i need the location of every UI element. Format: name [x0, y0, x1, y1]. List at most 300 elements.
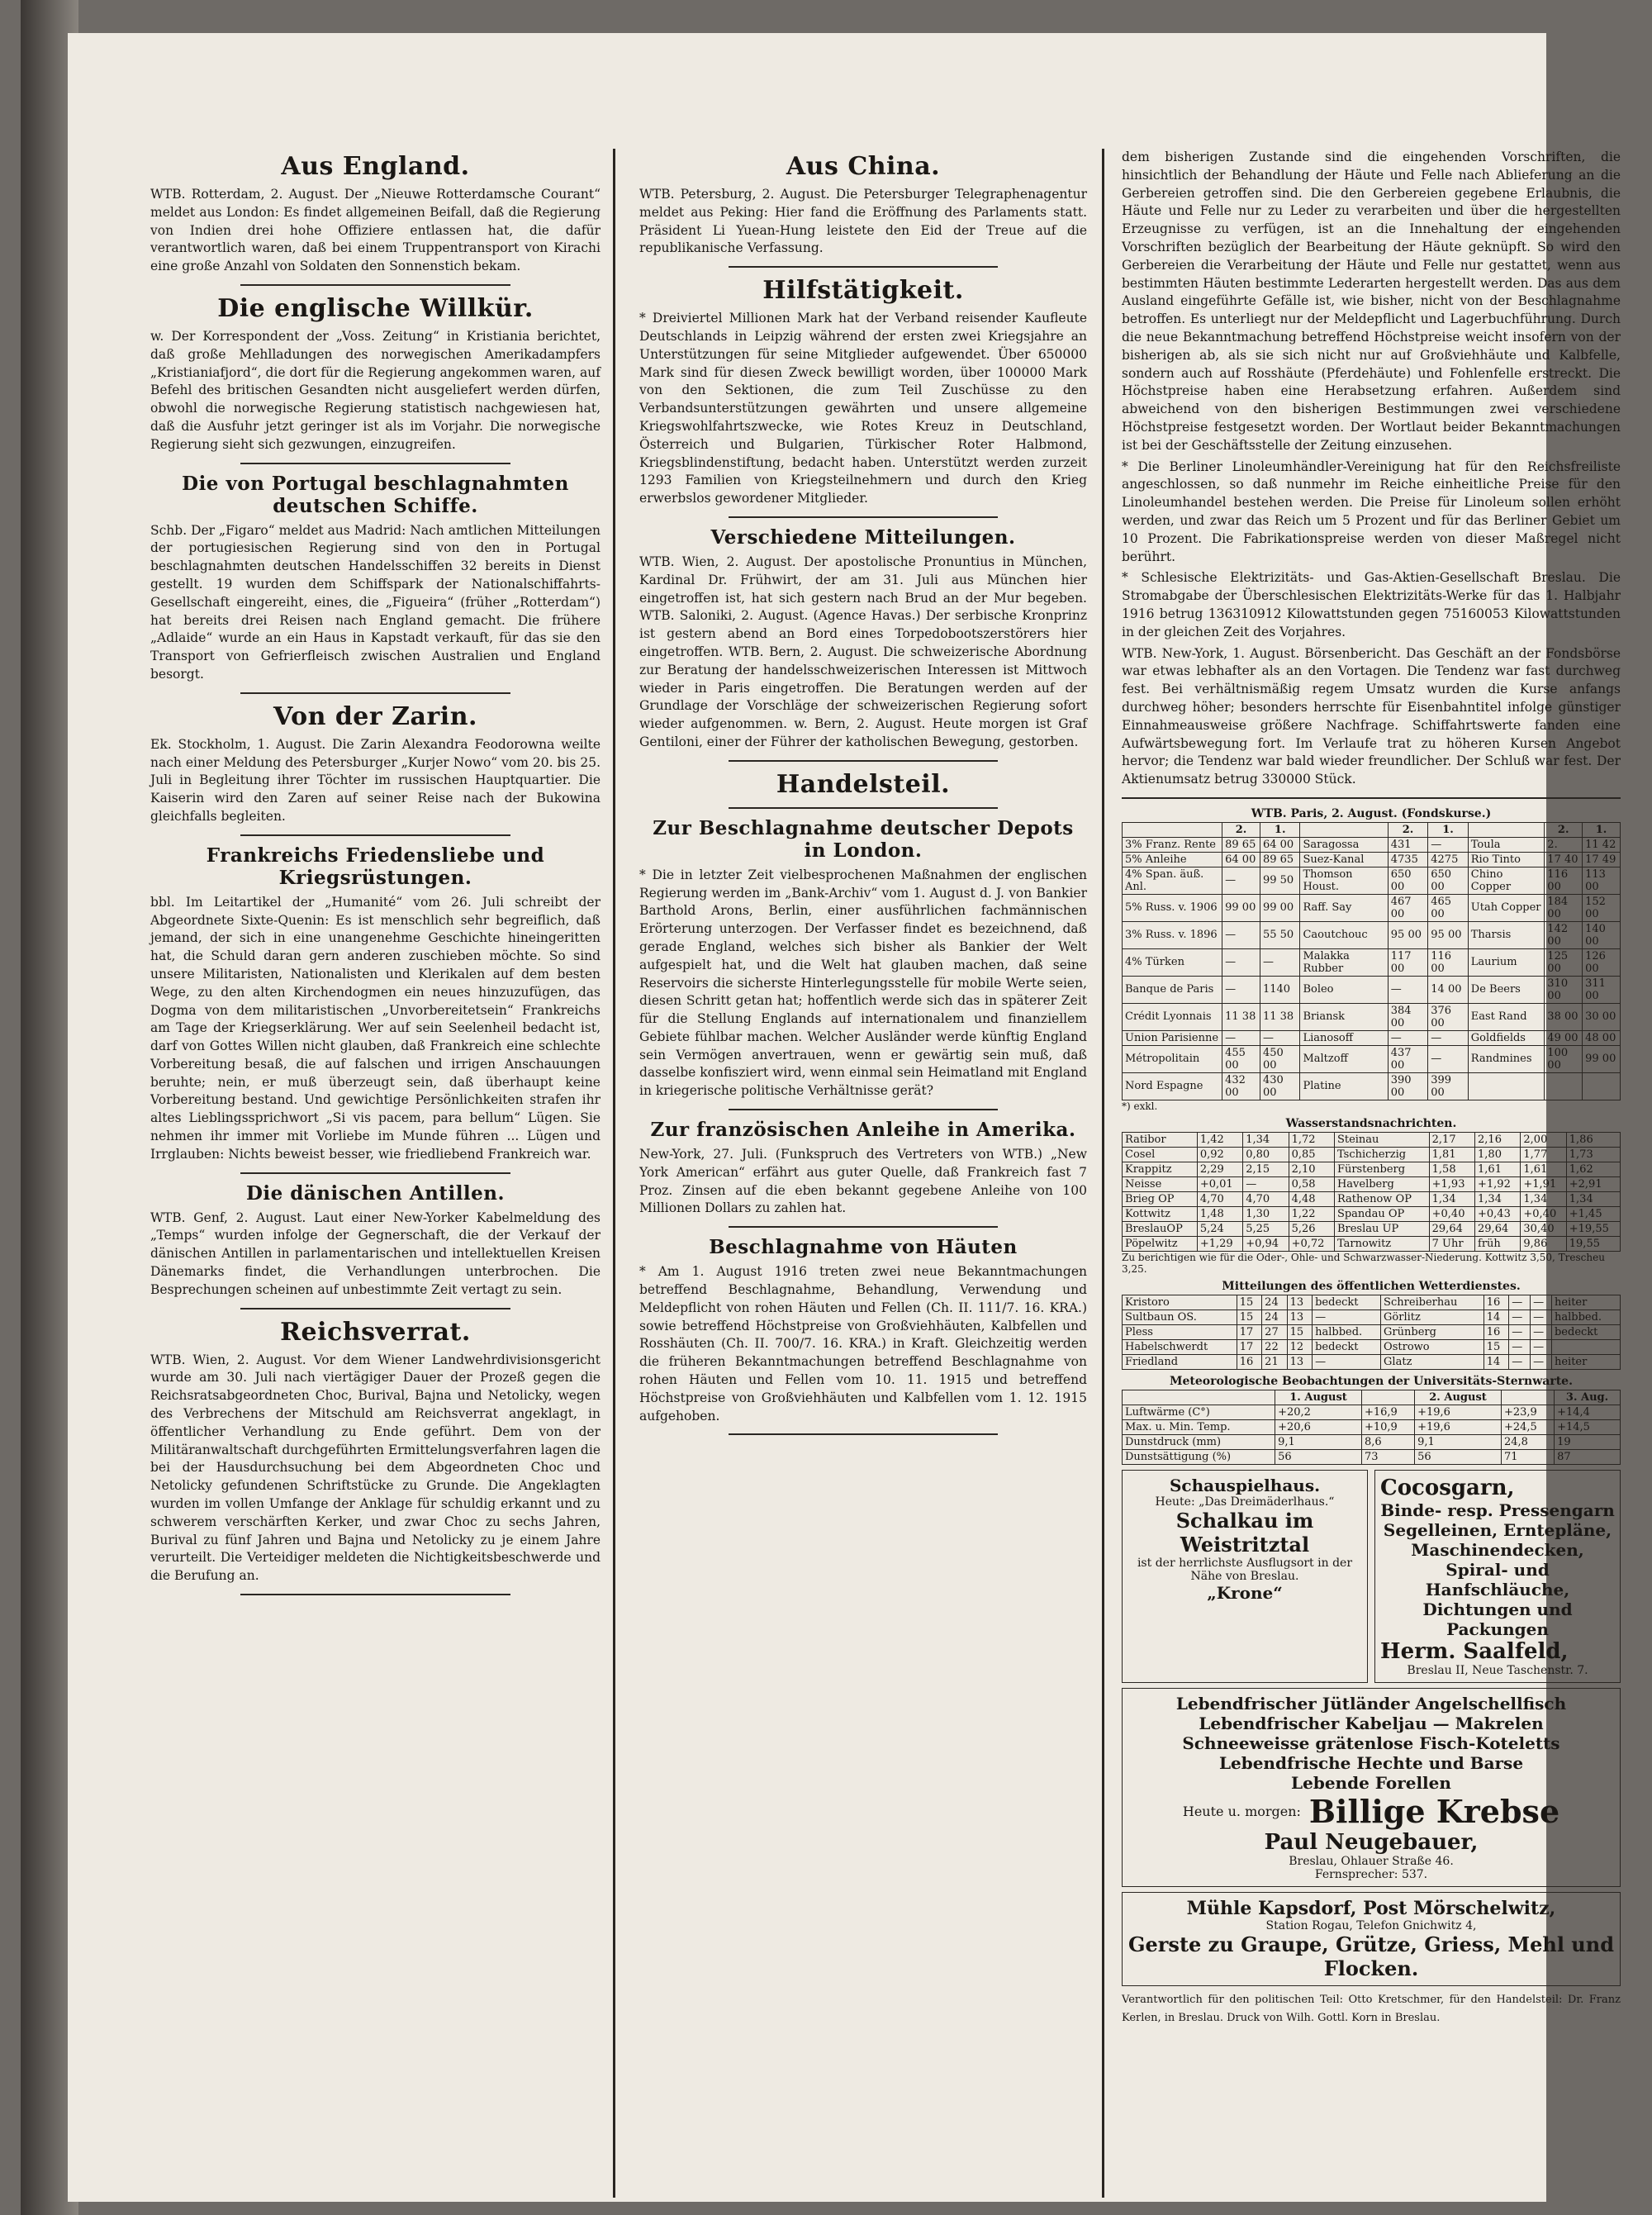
table-cell: 0,92 [1197, 1147, 1242, 1162]
table-header-cell [1361, 1390, 1414, 1405]
section-title: Die dänischen Antillen. [245, 1181, 506, 1205]
table-cell: 1,61 [1521, 1162, 1566, 1176]
table-cell: 73 [1361, 1449, 1414, 1464]
table-cell: 7 Uhr [1429, 1236, 1474, 1251]
imprint: Verantwortlich für den politischen Teil: Otto Kretschmer, für den Handelsteil: Dr. Franz Kerlen, in Breslau. Druck von Wilh. Gottl. Korn in Breslau. [1122, 1993, 1621, 2024]
table-header-cell [1501, 1390, 1554, 1405]
ad-krebse-row [1127, 1793, 1615, 1830]
ad-schalkau-sub: ist der herrlichste Ausflugsort in der Nähe von Breslau. [1137, 1556, 1353, 1583]
table-cell: — [1260, 948, 1300, 976]
notice: WTB. New-York, 1. August. Börsenbericht. Das Geschäft an der Fondsbörse war etwas lebhafter als an den Vortagen. Die Tendenz war fast durchweg fest. Bei verhältnismäßig regem Umsatz wurden die Kurse anfangs durchweg höher; besonders herrschte für Eisenbahntitel infolge günstiger Einnahmeausweise größere Nachfrage. Schiffahrtswerte fanden eine Aufwärtsbewegung fort. Im Verlaufe trat zu höheren Kursen Angebot hervor; die Tendenz war bald wieder freundlicher. Der Schluß war fest. Der Aktienumsatz betrug 330000 Stück. [1122, 645, 1621, 787]
table-cell: +14,4 [1555, 1405, 1621, 1419]
table-cell: 116 00 [1428, 948, 1469, 976]
table-cell: Ratibor [1123, 1132, 1198, 1147]
table-row [1123, 1003, 1621, 1030]
table-cell: 89 65 [1222, 837, 1260, 852]
table-cell: 24 [1262, 1295, 1287, 1310]
table-cell: Goldfields [1468, 1030, 1545, 1045]
table-cell: 2,00 [1521, 1132, 1566, 1147]
table-cell: — [1531, 1354, 1552, 1369]
table-cell: 56 [1415, 1449, 1502, 1464]
table-cell: Brieg OP [1123, 1191, 1198, 1206]
table-cell: Métropolitain [1123, 1045, 1222, 1072]
table-cell: Tharsis [1468, 921, 1545, 948]
table-cell: BreslauOP [1123, 1221, 1198, 1236]
table-cell: 11 38 [1260, 1003, 1300, 1030]
table-cell: 17 40 [1545, 852, 1583, 867]
table-cell: 30,40 [1521, 1221, 1566, 1236]
table-cell: Utah Copper [1468, 894, 1545, 921]
table-cell: halbbed. [1313, 1324, 1381, 1339]
table-cell: — [1531, 1324, 1552, 1339]
table-row [1123, 1132, 1621, 1147]
table-cell: — [1313, 1310, 1381, 1324]
section-text: Ek. Stockholm, 1. August. Die Zarin Alexandra Feodorowna weilte nach einer Meldung des Petersburger „Kurjer Nowo“ vom 20. bis 25. Juli in Begleitung ihrer Töchter im russischen Hauptquartier. Die Kaiserin wird den Zaren auf seiner Reise nach der Bukowina gleichfalls begleiten. [150, 736, 601, 824]
table-cell: 30 00 [1583, 1003, 1621, 1030]
table-cell: 5% Anleihe [1123, 852, 1222, 867]
separator [240, 692, 510, 694]
table-cell: Rio Tinto [1468, 852, 1545, 867]
paris-footnote: *) exkl. [1122, 1100, 1158, 1112]
table-cell: 24,8 [1501, 1434, 1554, 1449]
table-cell: 15 [1237, 1295, 1261, 1310]
table-row [1123, 1236, 1621, 1251]
table-row [1123, 1162, 1621, 1176]
table-cell: 64 00 [1222, 852, 1260, 867]
table-cell: 0,80 [1243, 1147, 1289, 1162]
table-cell: 11 38 [1222, 1003, 1260, 1030]
ad-saalfeld-addr: Breslau II, Neue Taschenstr. 7. [1407, 1663, 1588, 1677]
paris-title: WTB. Paris, 2. August. (Fondskurse.) [1251, 806, 1492, 820]
table-cell: 116 00 [1545, 867, 1583, 894]
table-cell: — [1428, 837, 1469, 852]
table-cell: Tschicherzig [1334, 1147, 1429, 1162]
table-cell: Glatz [1381, 1354, 1484, 1369]
table-cell: 4,48 [1289, 1191, 1334, 1206]
table-cell: 1,34 [1566, 1191, 1620, 1206]
table-cell: 5% Russ. v. 1906 [1123, 894, 1222, 921]
ad-right [1374, 1470, 1621, 1683]
table-cell: — [1243, 1176, 1289, 1191]
separator [729, 266, 997, 268]
table-cell: 22 [1262, 1339, 1287, 1354]
section-text: Schb. Der „Figaro“ meldet aus Madrid: Nach amtlichen Mitteilungen der portugiesischen Regierung sind von den in Portugal beschlagnahmten deutschen Handelsschiffen 32 bereits in Dienst gestellt. 19 wurden dem Schiffspark der Nationalschiffahrts-Gesellschaft eingereiht, eines, die „Figueira“ (früher „Rotterdam“) hat bereits drei Reisen nach England gemacht. Die frühere „Adlaide“ wurde an ein Haus in Kapstadt verkauft, für das sie den Transport von Gefrierfleisch zwischen Australien und England besorgt. [150, 522, 601, 682]
water-footnote: Zu berichtigen wie für die Oder-, Ohle- und Schwarzwasser-Niederung. Kottwitz 3,50, Trescheu 3,25. [1122, 1251, 1605, 1275]
ad-fish [1122, 1688, 1621, 1887]
table-cell: 38 00 [1545, 1003, 1583, 1030]
table-row [1123, 948, 1621, 976]
ad-muehle [1122, 1892, 1621, 1986]
table-cell: +19,55 [1566, 1221, 1620, 1236]
table-cell: 71 [1501, 1449, 1554, 1464]
table-row [1123, 1405, 1621, 1419]
table-cell: 1,34 [1243, 1132, 1289, 1147]
notice: * Die Berliner Linoleumhändler-Vereinigung hat für den Reichsfreiliste angeschlossen, so daß nunmehr im Reiche einheitliche Preise für den Linoleumhandel bestehen werden. Die Preise für Linoleum sollen erhöht werden, und zwar das Reich um 5 Prozent und für das Berliner Gebiet um 10 Prozent. Die Fabrikationspreise werden von dieser Maßregel nicht berührt. [1122, 459, 1621, 564]
table-row [1123, 1206, 1621, 1221]
separator [729, 1109, 997, 1110]
ad-fish-title: Lebendfrischer Jütländer Angelschellfisch [1175, 1693, 1567, 1714]
table-cell: 95 00 [1428, 921, 1469, 948]
ad-krebse: Billige Krebse [1308, 1792, 1560, 1830]
table-cell: 465 00 [1428, 894, 1469, 921]
ad-neugebauer: Paul Neugebauer, [1264, 1829, 1479, 1855]
water-title: Wasserstandsnachrichten. [1285, 1116, 1457, 1130]
column-1 [150, 149, 601, 1604]
table-cell: 152 00 [1583, 894, 1621, 921]
table-cell: 2,10 [1289, 1162, 1334, 1176]
table-header-cell: 2. [1388, 822, 1428, 837]
table-cell: Neisse [1123, 1176, 1198, 1191]
table-cell: — [1222, 948, 1260, 976]
separator [729, 807, 997, 809]
table-cell: 1,81 [1429, 1147, 1474, 1162]
table-cell: Fürstenberg [1334, 1162, 1429, 1176]
table-cell: +16,9 [1361, 1405, 1414, 1419]
table-cell: 3% Franz. Rente [1123, 837, 1222, 852]
table-cell: Banque de Paris [1123, 976, 1222, 1003]
table-cell: 1,72 [1289, 1132, 1334, 1147]
ad-theater: Schauspielhaus. [1169, 1475, 1321, 1495]
table-cell: 48 00 [1583, 1030, 1621, 1045]
table-cell: 125 00 [1545, 948, 1583, 976]
table-cell: +20,6 [1275, 1419, 1362, 1434]
weather-table [1122, 1295, 1621, 1370]
table-cell: — [1509, 1295, 1531, 1310]
table-header-cell [1123, 1390, 1275, 1405]
table-cell: 2,29 [1197, 1162, 1242, 1176]
table-cell: +0,40 [1521, 1206, 1566, 1221]
section-text: w. Der Korrespondent der „Voss. Zeitung“ in Kristiania berichtet, daß große Mehlladungen des norwegischen Amerikadampfers „Kristianiafjord“, die dort für die Regierung angekommen waren, auf Befehl des britischen Gesandten nicht ausgeliefert werden dürfen, obwohl die norwegische Regierung statistisch nachgewiesen hat, daß die Ausfuhr jetzt geringer ist als im Vorjahr. Die norwegische Regierung sieht sich gezwungen, einzugreifen. [150, 328, 601, 452]
table-cell: — [1509, 1310, 1531, 1324]
table-cell: 17 49 [1583, 852, 1621, 867]
table-cell: +19,6 [1415, 1405, 1502, 1419]
table-cell: — [1222, 867, 1260, 894]
table-cell: Saragossa [1300, 837, 1388, 852]
table-cell: 0,85 [1289, 1147, 1334, 1162]
table-cell: 1,48 [1197, 1206, 1242, 1221]
table-cell: 1,61 [1475, 1162, 1521, 1176]
table-cell: Toula [1468, 837, 1545, 852]
section-title: Verschiedene Mitteilungen. [710, 525, 1016, 549]
table-header-cell: 2. [1222, 822, 1260, 837]
table-cell: 142 00 [1545, 921, 1583, 948]
table-cell: 1,42 [1197, 1132, 1242, 1147]
table-cell: — [1509, 1324, 1531, 1339]
table-cell: 650 00 [1428, 867, 1469, 894]
table-cell: Steinau [1334, 1132, 1429, 1147]
table-cell: — [1222, 1030, 1260, 1045]
ad-gerste: Gerste zu Graupe, Grütze, Griess, Mehl und Flocken. [1128, 1932, 1614, 1980]
table-cell: +0,43 [1475, 1206, 1521, 1221]
table-cell: 455 00 [1222, 1045, 1260, 1072]
table-cell: 95 00 [1388, 921, 1428, 948]
ad-left [1122, 1470, 1368, 1683]
table-cell: 5,25 [1243, 1221, 1289, 1236]
section-text: WTB. Wien, 2. August. Vor dem Wiener Landwehrdivisionsgericht wurde am 30. Juli nach viertägiger Dauer der Prozeß gegen die Reichsratsabgeordneten Choc, Burival, Bajna und Netolicky, wegen des Verbrechens der Mitschuld am Reichsverrat angeklagt, in öffentlicher Verhandlung zu Ende geführt. Dem von der Militäranwaltschaft durchgeführten Ermittelungsverfahren lagen die bei der Hausdurchsuchung bei dem Abgeordneten Choc und Netolicky gefundenen Schriftstücke zu Grunde. Die Angeklagten wurden im vollen Umfange der Anklage für schuldig erkannt und zu schwerem verschärften Kerker, und zwar Choc zu sechs Jahren, Burival zu fünf Jahren und Bajna und Netolicky zu je einem Jahre verurteilt. Die Verteidiger meldeten die Nichtigkeitsbeschwerde und die Berufung an. [150, 1352, 601, 1584]
table-cell: Cosel [1123, 1147, 1198, 1162]
paris-table [1122, 822, 1621, 1100]
table-cell: Chino Copper [1468, 867, 1545, 894]
separator [729, 760, 997, 762]
ad-hechte: Lebendfrische Hechte und Barse [1218, 1752, 1524, 1773]
table-cell: Malakka Rubber [1300, 948, 1388, 976]
table-cell: 1,80 [1475, 1147, 1521, 1162]
table-cell: 1,34 [1429, 1191, 1474, 1206]
table-cell: +1,93 [1429, 1176, 1474, 1191]
ad-schalkau: Schalkau im Weistritztal [1175, 1508, 1314, 1557]
table-cell: +10,9 [1361, 1419, 1414, 1434]
table-cell: 19 [1555, 1434, 1621, 1449]
table-cell: 9,1 [1275, 1434, 1362, 1449]
weather-title: Mitteilungen des öffentlichen Wetterdienstes. [1222, 1279, 1521, 1293]
separator [240, 463, 510, 464]
section-text: WTB. Wien, 2. August. Der apostolische Pronuntius in München, Kardinal Dr. Frühwirt, der am 31. Juli aus München hier eingetroffen ist, hat sich gestern nach Brud an der Mur begeben. WTB. Saloniki, 2. August. (Agence Havas.) Der serbische Kronprinz ist gestern abend an Bord eines Torpedobootszerstörers hier eingetroffen. WTB. Bern, 2. August. Die schweizerische Abordnung zur Beratung der handelsschweizerischen Interessen ist Mittwoch wieder in Paris eingetroffen. Die Beratungen werden auf der Grundlage der Vorschläge der schweizerischen Regierung sofort wieder aufgenommen. w. Bern, 2. August. Heute morgen ist Graf Gentiloni, einer der Führer der katholischen Bewegung, gestorben. [639, 554, 1087, 749]
table-cell: 1140 [1260, 976, 1300, 1003]
table-header-cell: 1. August [1275, 1390, 1362, 1405]
table-cell: 430 00 [1260, 1072, 1300, 1100]
table-cell: 1,86 [1566, 1132, 1620, 1147]
table-cell: halbbed. [1551, 1310, 1620, 1324]
table-cell [1468, 1072, 1545, 1100]
table-cell: Havelberg [1334, 1176, 1429, 1191]
column-rule [613, 149, 615, 2198]
table-cell: 4,70 [1197, 1191, 1242, 1206]
ad-muehle-sub: Station Rogau, Telefon Gnichwitz 4, [1265, 1918, 1477, 1932]
table-header-cell [1468, 822, 1545, 837]
table-cell: 49 00 [1545, 1030, 1583, 1045]
table-cell: 15 [1483, 1339, 1508, 1354]
table-cell: 13 [1287, 1310, 1312, 1324]
table-cell: 64 00 [1260, 837, 1300, 852]
table-cell: 99 00 [1260, 894, 1300, 921]
table-cell: 117 00 [1388, 948, 1428, 976]
section-text: WTB. Genf, 2. August. Laut einer New-Yorker Kabelmeldung des „Temps“ wurden infolge der Gegnerschaft, die der Verkauf der dänischen Antillen in parlamentarischen und intellektuellen Kreisen Dänemarks findet, die Verhandlungen unterbrochen. Die Besprechungen scheinen auf unbestimmte Zeit vertagt zu sein. [150, 1210, 601, 1297]
section-text: WTB. Rotterdam, 2. August. Der „Nieuwe Rotterdamsche Courant“ meldet aus London: Es findet allgemeinen Beifall, daß die Regierung von Indien drei hohe Offiziere entlassen hat, die dafür verantwortlich waren, daß bei einem Truppentransport von Kirachi eine große Anzahl von Soldaten den Sonnenstich bekam. [150, 187, 601, 274]
table-cell: Pöpelwitz [1123, 1236, 1198, 1251]
table-row [1123, 1324, 1621, 1339]
table-cell: früh [1475, 1236, 1521, 1251]
table-cell [1551, 1339, 1620, 1354]
table-cell: Raff. Say [1300, 894, 1388, 921]
table-cell: 184 00 [1545, 894, 1583, 921]
table-row [1123, 976, 1621, 1003]
table-cell: 99 00 [1222, 894, 1260, 921]
table-header-cell [1123, 822, 1222, 837]
table-cell: 5,24 [1197, 1221, 1242, 1236]
separator [729, 1226, 997, 1228]
table-cell: 13 [1287, 1354, 1312, 1369]
table-cell: — [1531, 1339, 1552, 1354]
table-cell: 4735 [1388, 852, 1428, 867]
section-title: Beschlagnahme von Häuten [709, 1236, 1018, 1259]
meteo-title: Meteorologische Beobachtungen der Universitäts-Sternwarte. [1170, 1374, 1573, 1388]
ad-saalfeld: Herm. Saalfeld, [1380, 1638, 1569, 1664]
table-cell: 3% Russ. v. 1896 [1123, 921, 1222, 948]
table-cell: 8,6 [1361, 1434, 1414, 1449]
table-cell: 4% Türken [1123, 948, 1222, 976]
table-header-cell [1300, 822, 1388, 837]
table-cell: 432 00 [1222, 1072, 1260, 1100]
table-cell: Maltzoff [1300, 1045, 1388, 1072]
table-cell: 126 00 [1583, 948, 1621, 976]
table-cell: 437 00 [1388, 1045, 1428, 1072]
table-cell: Ostrowo [1381, 1339, 1484, 1354]
table-cell: 99 50 [1260, 867, 1300, 894]
table-cell: Boleo [1300, 976, 1388, 1003]
table-cell: Kottwitz [1123, 1206, 1198, 1221]
table-row [1123, 1147, 1621, 1162]
section-text: * Am 1. August 1916 treten zwei neue Bekanntmachungen betreffend Beschlagnahme, Behandlung, Verwendung und Meldepflicht von rohen Häuten und Fellen (Ch. II. 111/7. 16. KRA.) sowie betreffend Höchstpreise von Großviehhäuten, Kalbfellen und Rosshäuten (Ch. II. 700/7. 16. KRA.) in Kraft. Gleichzeitig werden die früheren Bekanntmachungen betreffend Beschlagnahme von rohen Häuten und Fellen vom 10. 11. 1915 und betreffend Höchstpreise von Großviehhäuten und Kalbfellen vom 1. 12. 1915 aufgehoben. [639, 1264, 1087, 1424]
meteo-table [1122, 1390, 1621, 1465]
table-cell: 113 00 [1583, 867, 1621, 894]
table-cell: bedeckt [1313, 1295, 1381, 1310]
ad-heute: Heute u. morgen: [1182, 1803, 1301, 1819]
table-row [1123, 837, 1621, 852]
table-cell: 16 [1483, 1324, 1508, 1339]
table-cell: Luftwärme (C°) [1123, 1405, 1275, 1419]
table-cell: 311 00 [1583, 976, 1621, 1003]
table-cell: 4275 [1428, 852, 1469, 867]
table-cell: +0,72 [1289, 1236, 1334, 1251]
table-header-cell: 1. [1583, 822, 1621, 837]
table-cell: 390 00 [1388, 1072, 1428, 1100]
section-title: Aus China. [786, 152, 941, 181]
ad-maschinen: Maschinendecken, [1411, 1539, 1584, 1560]
table-cell: 1,34 [1521, 1191, 1566, 1206]
section-title: Handelsteil. [776, 769, 951, 799]
ads-row [1122, 1470, 1621, 1683]
section-text: * Die in letzter Zeit vielbesprochenen Maßnahmen der englischen Regierung werden im „Bank-Archiv“ vom 1. August d. J. von Bankier Barthold Arons, Berlin, einer ausführlichen fachmännischen Erörterung unterzogen. Der Verfasser findet es bezeichnend, daß gerade England, welches sich bisher als Bankier der Welt aufgespielt hat, und die Welt hat glauben machen, daß seine Reservoirs die sicherste Hinterlegungsstelle für mobile Werte seien, diesen Schritt getan hat; hoffentlich werde sich das in späterer Zeit für die Stellung Englands auf internationalem und finanziellem Gebiete fühlbar machen. Welcher Ausländer werde künftig England sein Vermögen anvertrauen, wenn er gewärtig sein muß, daß dasselbe konfisziert wird, wenn einmal sein Heimatland mit England in kriegerische politische Verhältnisse gerät? [639, 867, 1087, 1099]
table-cell: 399 00 [1428, 1072, 1469, 1100]
separator [1122, 797, 1621, 799]
table-cell: 17 [1237, 1324, 1261, 1339]
ad-spiral: Spiral- und Hanfschläuche, [1425, 1559, 1570, 1599]
table-cell: 450 00 [1260, 1045, 1300, 1072]
table-cell: +1,92 [1475, 1176, 1521, 1191]
table-cell: Habelschwerdt [1123, 1339, 1237, 1354]
table-row [1123, 1176, 1621, 1191]
table-header-cell: 1. [1260, 822, 1300, 837]
table-row [1123, 1191, 1621, 1206]
table-row [1123, 867, 1621, 894]
table-cell: — [1509, 1354, 1531, 1369]
table-cell: Tarnowitz [1334, 1236, 1429, 1251]
article-text: dem bisherigen Zustande sind die eingehenden Vorschriften, die hinsichtlich der Behandlung der Häute und Felle nach Ablieferung an die Gerbereien getroffen sind. Die den Gerbereien gegebene Erlaubnis, die Häute und Felle nur zu Leder zu verarbeiten und über die hergestellten Erzeugnisse zu verfügen, ist an die Innehaltung der eingehenden Vorschriften bezüglich der Bearbeitung der Häute geknüpft. So wird den Gerbereien die Verarbeitung der Häute und Felle nur gestattet, wenn aus bestimmten Häuten bestimmte Lederarten hergestellt werden. Das aus dem Ausland eingeführte Gefälle ist, wie bisher, nicht von der Beschlagnahme betroffen. Es unterliegt nur der Meldepflicht und Lagerbuchführung. Durch die neue Bekanntmachung betreffend Höchstpreise weicht insofern von der bisherigen ab, als sie sich nicht nur auf Großviehhäute und Kalbfelle, sondern auch auf Rosshäute (Pferdehäute) und Fohlenfelle erstreckt. Die Höchstpreise haben eine Herabsetzung erfahren. Außerdem sind abweichend von den bisherigen Bestimmungen zwei verschiedene Höchstpreise festgesetzt worden. Der Wortlaut beider Bekanntmachungen ist bei der Geschäftsstelle der Zeitung einzusehen. [1122, 150, 1621, 453]
table-cell: 16 [1237, 1354, 1261, 1369]
section-title: Reichsverrat. [280, 1317, 471, 1347]
section-title: Zur Beschlagnahme deutscher Depots in London. [653, 816, 1074, 862]
table-cell: 29,64 [1475, 1221, 1521, 1236]
table-header-cell: 2. August [1415, 1390, 1502, 1405]
table-cell: Laurium [1468, 948, 1545, 976]
table-cell: 4,70 [1243, 1191, 1289, 1206]
table-cell: 21 [1262, 1354, 1287, 1369]
table-row [1123, 1221, 1621, 1236]
table-header-cell: 3. Aug. [1555, 1390, 1621, 1405]
table-cell: 27 [1262, 1324, 1287, 1339]
table-cell: 99 00 [1583, 1045, 1621, 1072]
table-cell: Briansk [1300, 1003, 1388, 1030]
table-cell: Crédit Lyonnais [1123, 1003, 1222, 1030]
table-cell: East Rand [1468, 1003, 1545, 1030]
table-cell: Platine [1300, 1072, 1388, 1100]
section-title: Die englische Willkür. [217, 293, 534, 323]
table-cell: Dunstdruck (mm) [1123, 1434, 1275, 1449]
table-cell: Rathenow OP [1334, 1191, 1429, 1206]
table-row [1123, 1295, 1621, 1310]
table-cell: 56 [1275, 1449, 1362, 1464]
table-cell: +1,91 [1521, 1176, 1566, 1191]
separator [240, 284, 510, 286]
separator [729, 1433, 997, 1435]
table-cell: 376 00 [1428, 1003, 1469, 1030]
table-cell: 140 00 [1583, 921, 1621, 948]
table-cell: 15 [1237, 1310, 1261, 1324]
table-cell: +19,6 [1415, 1419, 1502, 1434]
separator [240, 834, 510, 836]
ad-theater-play: Heute: „Das Dreimäderlhaus.“ [1155, 1495, 1335, 1509]
table-cell: +1,29 [1197, 1236, 1242, 1251]
table-cell: Suez-Kanal [1300, 852, 1388, 867]
ad-krone: „Krone“ [1207, 1582, 1283, 1603]
table-cell: Kristoro [1123, 1295, 1237, 1310]
table-cell: 1,34 [1475, 1191, 1521, 1206]
table-cell: Randmines [1468, 1045, 1545, 1072]
table-cell: 9,1 [1415, 1434, 1502, 1449]
table-cell: Schreiberhau [1381, 1295, 1484, 1310]
table-row [1123, 1339, 1621, 1354]
table-header-cell: 2. [1545, 822, 1583, 837]
table-cell: 0,58 [1289, 1176, 1334, 1191]
table-cell: Dunstsättigung (%) [1123, 1449, 1275, 1464]
table-cell: 1,62 [1566, 1162, 1620, 1176]
ad-neugebauer-addr: Breslau, Ohlauer Straße 46. [1289, 1854, 1454, 1868]
table-cell: Sultbaun OS. [1123, 1310, 1237, 1324]
table-row [1123, 1030, 1621, 1045]
table-cell [1545, 1072, 1583, 1100]
table-cell: +0,40 [1429, 1206, 1474, 1221]
section-text: New-York, 27. Juli. (Funkspruch des Vertreters von WTB.) „New York American“ erfährt aus guter Quelle, daß Frankreich fast 7 Proz. Zinsen auf die eben bekannt gegebene Anleihe von 100 Millionen Dollars zu zahlen hat. [639, 1147, 1087, 1216]
table-cell: 1,77 [1521, 1147, 1566, 1162]
table-cell: 467 00 [1388, 894, 1428, 921]
table-cell: 14 00 [1428, 976, 1469, 1003]
table-cell: 19,55 [1566, 1236, 1620, 1251]
table-cell: Max. u. Min. Temp. [1123, 1419, 1275, 1434]
table-cell: heiter [1551, 1295, 1620, 1310]
table-cell: bedeckt [1313, 1339, 1381, 1354]
table-row [1123, 1449, 1621, 1464]
table-cell: 89 65 [1260, 852, 1300, 867]
section-title: Hilfstätigkeit. [762, 276, 964, 306]
ad-cocos-sub: Binde- resp. Pressengarn [1380, 1500, 1615, 1520]
ad-koteletts: Schneeweisse grätenlose Fisch-Koteletts [1182, 1733, 1560, 1753]
table-cell: 15 [1287, 1324, 1312, 1339]
table-cell: Lianosoff [1300, 1030, 1388, 1045]
table-cell: Friedland [1123, 1354, 1237, 1369]
table-cell: 2,16 [1475, 1132, 1521, 1147]
section-title: Die von Portugal beschlagnahmten deutschen Schiffe. [182, 472, 569, 517]
table-cell: — [1388, 976, 1428, 1003]
table-cell: 9,86 [1521, 1236, 1566, 1251]
section-text: WTB. Petersburg, 2. August. Die Petersburger Telegraphenagentur meldet aus Peking: Hier fand die Eröffnung des Parlaments statt. Präsident Li Yuean-Hung leistete den Eid der Treue auf die republikanische Verfassung. [639, 187, 1087, 256]
ad-muehle-title: Mühle Kapsdorf, Post Mörschelwitz, [1186, 1897, 1556, 1919]
table-cell: 650 00 [1388, 867, 1428, 894]
table-cell: 14 [1483, 1354, 1508, 1369]
table-cell: +24,5 [1501, 1419, 1554, 1434]
table-cell: +0,94 [1243, 1236, 1289, 1251]
notices [1122, 459, 1621, 789]
table-cell: 29,64 [1429, 1221, 1474, 1236]
